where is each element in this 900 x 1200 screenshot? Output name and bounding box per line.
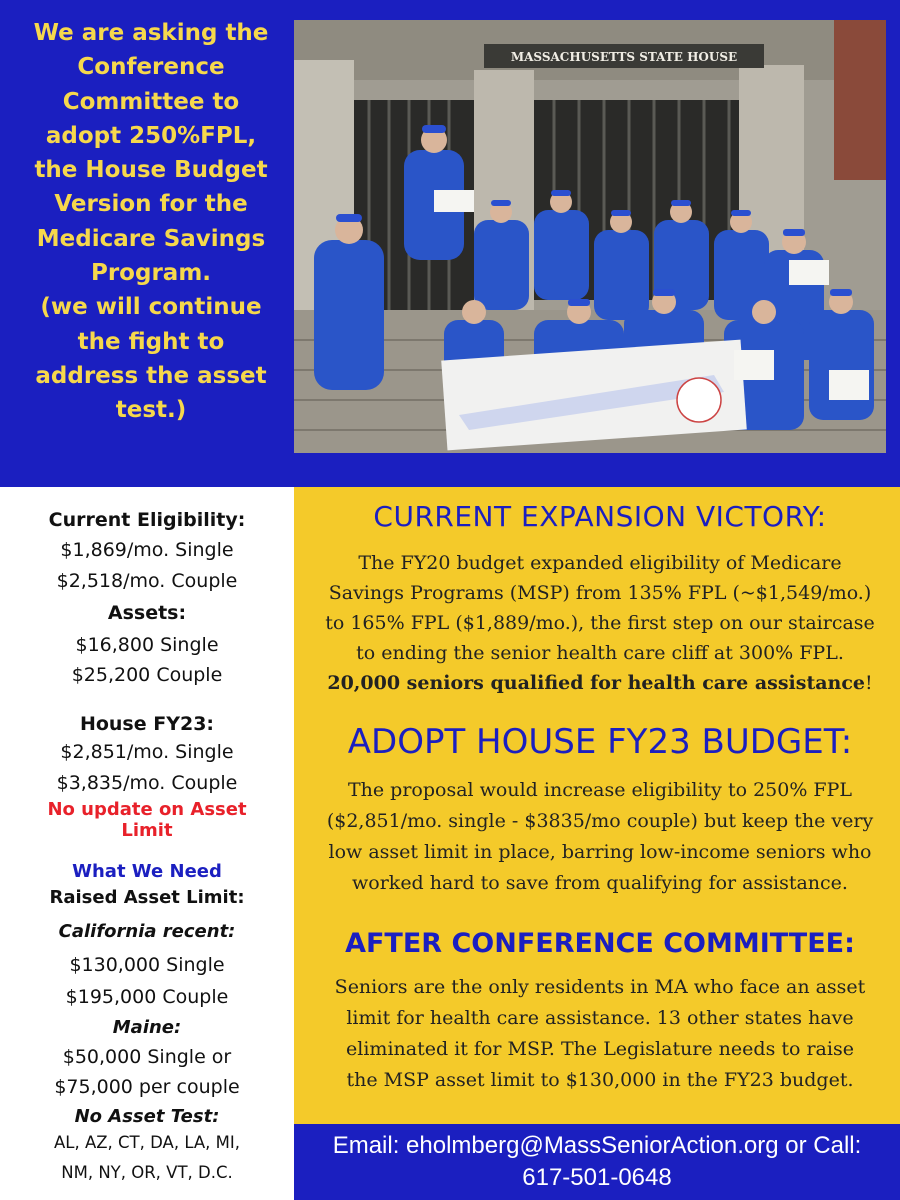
assets-couple: $25,200 Couple: [71, 664, 223, 686]
headline-line: the fight to: [77, 328, 225, 355]
top-banner: [0, 0, 900, 487]
california-single: $130,000 Single: [69, 954, 225, 976]
victory-line: to ending the senior health care cliff at 300% FPL.: [356, 642, 844, 664]
assets-heading: Assets:: [107, 602, 187, 624]
rally-photo-illustration: [294, 20, 886, 453]
victory-line: The FY20 budget expanded eligibility of Medicare: [358, 552, 842, 574]
headline-line: test.): [115, 397, 187, 424]
house-fy23-heading: House FY23:: [79, 713, 215, 735]
after-line: eliminated it for MSP. The Legislature needs to raise: [346, 1038, 854, 1060]
assets-single: $16,800 Single: [75, 634, 219, 656]
exclamation: !: [865, 672, 873, 694]
maine-heading: Maine:: [112, 1017, 182, 1038]
headline: [8, 16, 294, 428]
after-line: limit for health care assistance. 13 other states have: [346, 1007, 854, 1029]
adopt-line: low asset limit in place, barring low-income seniors who: [328, 841, 872, 863]
after-line: the MSP asset limit to $130,000 in the FY23 budget.: [346, 1069, 854, 1091]
maine-single: $50,000 Single or: [62, 1046, 232, 1068]
adopt-line: ($2,851/mo. single - $3835/mo couple) but keep the very: [326, 810, 874, 832]
headline-line: adopt 250%FPL,: [45, 122, 257, 149]
headline-line: We are asking the: [33, 20, 269, 46]
after-body: [300, 972, 900, 1096]
headline-line: the House Budget: [34, 157, 268, 184]
headline-line: address the asset: [35, 362, 267, 389]
after-line: Seniors are the only residents in MA who face an asset: [334, 976, 866, 998]
headline-line: Committee to: [62, 88, 240, 115]
seniors-qualified-text: 20,000 seniors qualified for health care assistance: [327, 672, 866, 694]
maine-couple: $75,000 per couple: [54, 1076, 240, 1098]
headline-line: Program.: [90, 260, 212, 287]
raised-asset-limit-heading: Raised Asset Limit:: [49, 887, 245, 908]
state-house-rally-photo: [294, 20, 886, 453]
no-asset-states-line2: NM, NY, OR, VT, D.C.: [61, 1163, 233, 1182]
no-asset-test-heading: No Asset Test:: [74, 1106, 220, 1127]
adopt-body: [300, 775, 900, 899]
california-heading: California recent:: [58, 921, 236, 942]
after-committee-title: AFTER CONFERENCE COMMITTEE:: [345, 928, 855, 959]
victory-line: to 165% FPL ($1,889/mo.), the first step on our staircase: [325, 612, 875, 634]
state-house-sign: MASSACHUSETTS STATE HOUSE: [510, 50, 738, 64]
adopt-line: The proposal would increase eligibility to 250% FPL: [347, 779, 853, 801]
headline-line: Medicare Savings: [36, 225, 266, 252]
no-update-line1: No update on Asset: [47, 799, 247, 820]
contact-bar: [294, 1124, 900, 1200]
no-update-line2: Limit: [121, 820, 173, 841]
victory-body: [300, 548, 900, 698]
california-couple: $195,000 Couple: [65, 986, 229, 1008]
victory-title: CURRENT EXPANSION VICTORY:: [373, 500, 827, 533]
victory-highlight: [300, 668, 900, 698]
headline-line: (we will continue: [40, 294, 262, 321]
house-single: $2,851/mo. Single: [60, 741, 234, 763]
headline-line: Version for the: [54, 191, 248, 218]
what-we-need-heading: What We Need: [72, 861, 222, 882]
no-asset-states-line1: AL, AZ, CT, DA, LA, MI,: [53, 1133, 241, 1152]
contact-email-line[interactable]: Email: eholmberg@MassSeniorAction.org or Call:: [332, 1132, 862, 1159]
adopt-title: ADOPT HOUSE FY23 BUDGET:: [347, 722, 853, 762]
adopt-line: worked hard to save from qualifying for assistance.: [352, 872, 848, 894]
headline-line: Conference: [77, 54, 225, 81]
current-couple: $2,518/mo. Couple: [56, 570, 238, 592]
house-couple: $3,835/mo. Couple: [56, 772, 238, 794]
current-eligibility-heading: Current Eligibility:: [48, 509, 246, 531]
current-single: $1,869/mo. Single: [60, 539, 234, 561]
victory-line: Savings Programs (MSP) from 135% FPL (~$1,549/mo.): [328, 582, 872, 604]
contact-phone[interactable]: 617-501-0648: [522, 1164, 672, 1191]
